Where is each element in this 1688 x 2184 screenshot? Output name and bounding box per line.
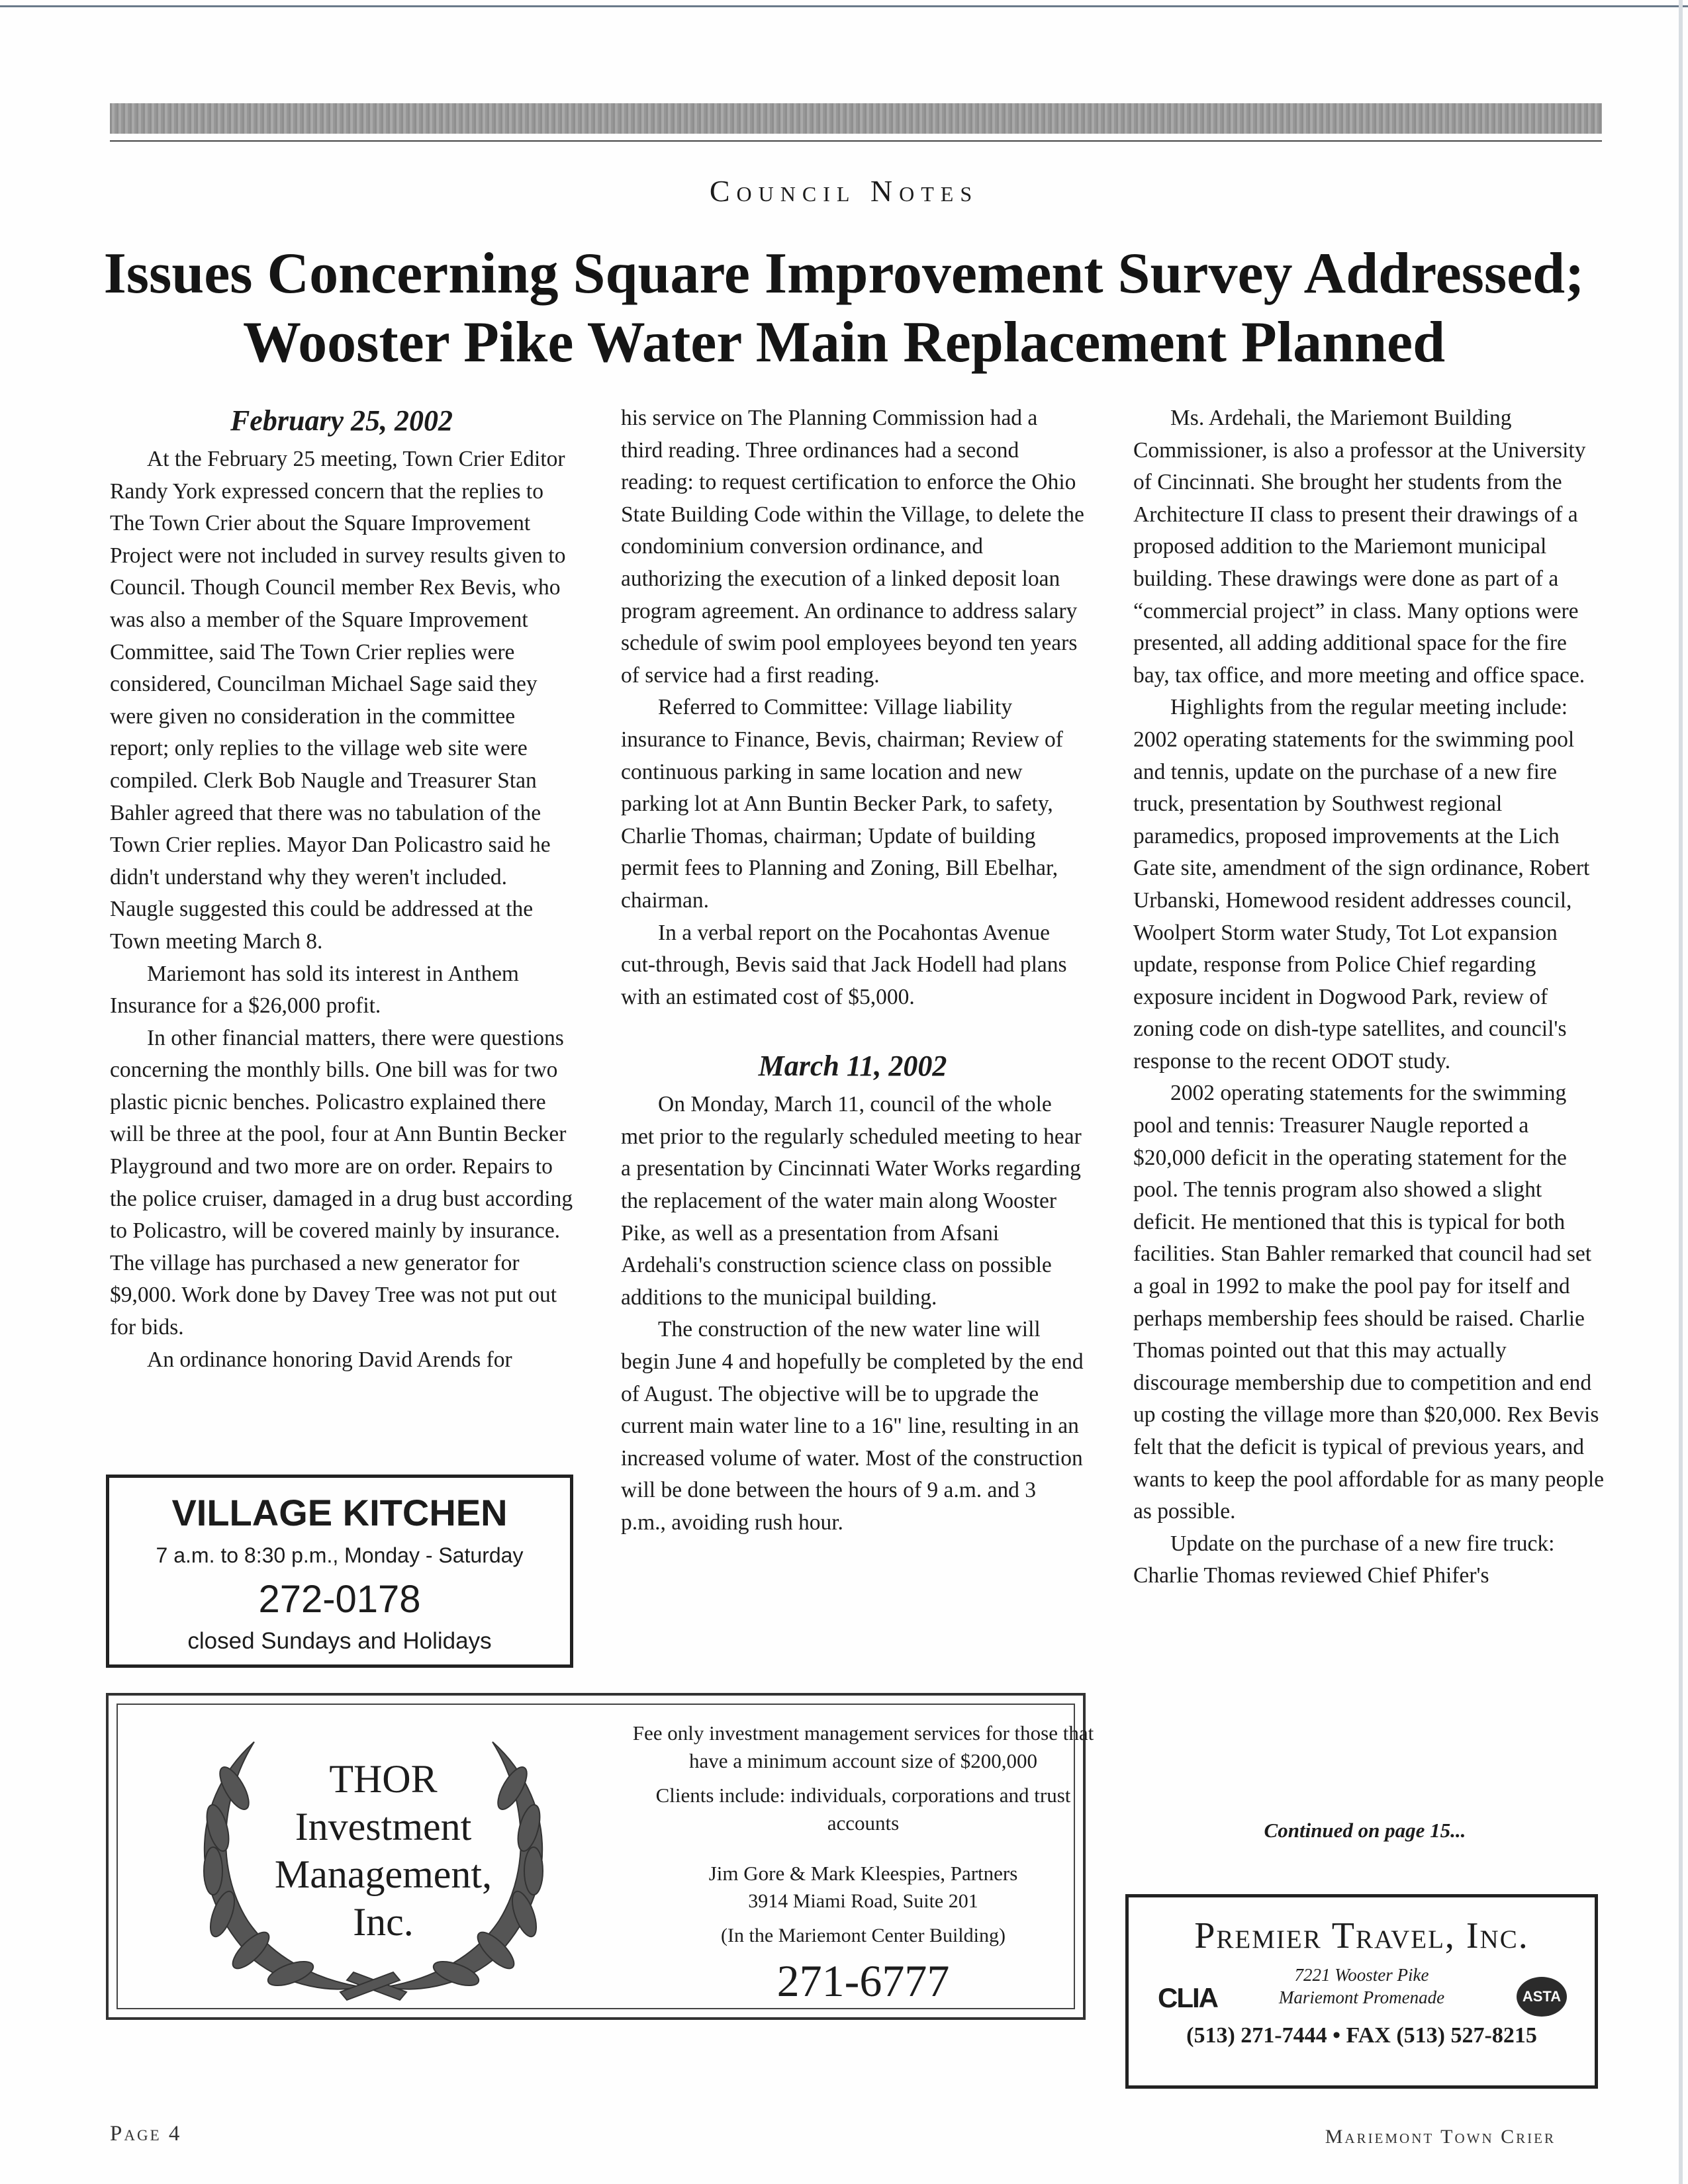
asta-logo-icon: ASTA — [1517, 1977, 1567, 2017]
premier-phone: (513) 271-7444 • FAX (513) 527-8215 — [1186, 2023, 1537, 2048]
section-label: Council Notes — [709, 174, 979, 208]
thor-logo-text — [234, 1755, 532, 1946]
continued-note: Continued on page 15... — [1264, 1819, 1466, 1842]
ad-closed-note: closed Sundays and Holidays — [187, 1628, 492, 1654]
publication-name: Mariemont Town Crier — [1325, 2126, 1556, 2148]
headline-line-1: Issues Concerning Square Improvement Survey Addressed; — [103, 242, 1585, 306]
header-banner-bar — [110, 103, 1602, 134]
premier-address-line: 7221 Wooster Pike — [1294, 1965, 1429, 1985]
paragraph: In other financial matters, there were questions concerning the monthly bills. One bill was for two plastic picnic benches. Policastro explained there will be three at the pool, four at Ann Buntin Becker Playground and two more are on order. Repairs to the police cruiser, damaged in a drug bust according to Policastro, will be covered mainly by insurance. The village has purchased a new generator for $9,000. Work done by Davey Tree was not put out for bids. — [110, 1025, 573, 1340]
paragraph: At the February 25 meeting, Town Crier Editor Randy York expressed concern that the replies to The Town Crier about the Square Improvement Project were not included in survey results given to Council. Though Council member Rex Bevis, who was also a member of the Square Improvement Committee, said The Town Crier replies were considered, Councilman Michael Sage said they were given no consideration in the committee report; only replies to the village web site were compiled. Clerk Bob Naugle and Treasurer Stan Bahler agreed that there was no tabulation of the Town Crier replies. Mayor Dan Policastro said he didn't understand why they weren't included. Naugle suggested this could be addressed at the Town meeting March 8. — [110, 447, 566, 954]
thor-investment-ad — [106, 1693, 1094, 2020]
meeting-date-mar: March 11, 2002 — [758, 1050, 947, 1083]
thor-name-line: Management, — [274, 1852, 492, 1896]
premier-address-line: Mariemont Promenade — [1278, 1987, 1445, 2007]
headline — [79, 240, 1609, 377]
paragraph: On Monday, March 11, council of the whole met prior to the regularly scheduled meeting to hear a presentation by Cincinnati Water Works regarding the replacement of the water main along Wooster Pike, as well as a presentation from Afsani Ardehali's construction science class on possible additions to the municipal building. — [621, 1092, 1082, 1310]
village-kitchen-ad — [106, 1475, 573, 1668]
thor-phone: 271-6777 — [776, 1956, 950, 2006]
page-number: Page 4 — [110, 2122, 182, 2146]
clia-logo-icon: CLIA — [1158, 1982, 1217, 2013]
ad-phone: 272-0178 — [258, 1578, 421, 1621]
thor-name-line: Inc. — [353, 1900, 414, 1944]
article-column-2 — [621, 402, 1084, 1539]
page-edge — [1679, 0, 1683, 2184]
paragraph: Ms. Ardehali, the Mariemont Building Commissioner, is also a professor at the University of Cincinnati. She brought her students from the Architecture II class to present their drawings of a proposed addition to the Mariemont municipal building. These drawings were done as part of a “commercial project” in class. Many options were presented, all adding additional space for the fire bay, tax office, and more meeting and office space. — [1133, 406, 1586, 688]
premier-travel-ad — [1125, 1894, 1598, 2089]
meeting-date-feb: February 25, 2002 — [230, 404, 453, 437]
headline-line-2: Wooster Pike Water Main Replacement Planned — [242, 310, 1446, 375]
paragraph: Referred to Committee: Village liability insurance to Finance, Bevis, chairman; Review of continuous parking in same location and new parking lot at Ann Buntin Becker Park, to safety, Charlie Thomas, chairman; Update of building permit fees to Planning and Zoning, Bill Ebelhar, chairman. — [621, 695, 1063, 913]
thor-partners: Jim Gore & Mark Kleespies, Partners — [708, 1862, 1018, 1885]
top-edge-line — [0, 5, 1688, 7]
article-column-1 — [110, 402, 573, 1376]
thor-name-line: Investment — [295, 1805, 472, 1848]
paragraph: An ordinance honoring David Arends for — [147, 1347, 512, 1372]
paragraph: Mariemont has sold its interest in Anthem Insurance for a $26,000 profit. — [110, 961, 519, 1019]
thor-building: (In the Mariemont Center Building) — [721, 1925, 1006, 1946]
paragraph: In a verbal report on the Pocahontas Avenue cut-through, Bevis said that Jack Hodell had plans with an estimated cost of $5,000. — [621, 920, 1067, 1009]
paragraph: Update on the purchase of a new fire truck: Charlie Thomas reviewed Chief Phifer's — [1133, 1531, 1555, 1588]
thor-address: 3914 Miami Road, Suite 201 — [748, 1890, 978, 1912]
paragraph: his service on The Planning Commission had a third reading. Three ordinances had a second reading: to request certification to enforce the Ohio State Building Code within the Village, to delete the condominium conversion ordinance, and authorizing the execution of a linked deposit loan program agreement. An ordinance to address salary schedule of swim pool employees beyond ten years of service had a first reading. — [621, 406, 1084, 688]
paragraph: Highlights from the regular meeting include: 2002 operating statements for the swimming pool and tennis, update on the purchase of a new fire truck, presentation by Southwest regional paramedics, proposed improvements at the Lich Gate site, amendment of the sign ordinance, Robert Urbanski, Homewood resident addresses council, Woolpert Storm water Study, Tot Lot expansion update, response from Police Chief regarding exposure incident in Dogwood Park, review of zoning code on dish-type satellites, and council's response to the recent ODOT study. — [1133, 695, 1590, 1073]
thor-details — [632, 1719, 1095, 2006]
thor-name-line: THOR — [329, 1757, 438, 1801]
ad-title: VILLAGE KITCHEN — [171, 1492, 508, 1533]
article-column-3 — [1133, 402, 1605, 1592]
premier-title: Premier Travel, Inc. — [1194, 1915, 1529, 1956]
header-rule — [110, 140, 1602, 142]
paragraph: 2002 operating statements for the swimming pool and tennis: Treasurer Naugle reported a $20,000 deficit in the operating statement for the pool. The tennis program also showed a slight deficit. He mentioned that this is typical for both facilities. Stan Bahler remarked that council had set a goal in 1992 to make the pool pay for itself and perhaps membership fees should be raised. Charlie Thomas pointed out that this may actually discourage membership due to competition and end up costing the village more than $20,000. Rex Bevis felt that the deficit is typical of previous years, and wants to keep the pool affordable for as many people as possible. — [1133, 1081, 1605, 1524]
ad-hours: 7 a.m. to 8:30 p.m., Monday - Saturday — [156, 1543, 524, 1567]
paragraph: The construction of the new water line will begin June 4 and hopefully be completed by the end of August. The objective will be to upgrade the current main water line to a 16" line, resulting in an increased volume of water. Most of the construction will be done between the hours of 9 a.m. and 3 p.m., avoiding rush hour. — [621, 1317, 1084, 1535]
thor-service: Fee only investment management services for those that have a minimum account size of $200,000 — [632, 1721, 1094, 1772]
thor-clients: Clients include: individuals, corporations and trust accounts — [655, 1784, 1071, 1835]
